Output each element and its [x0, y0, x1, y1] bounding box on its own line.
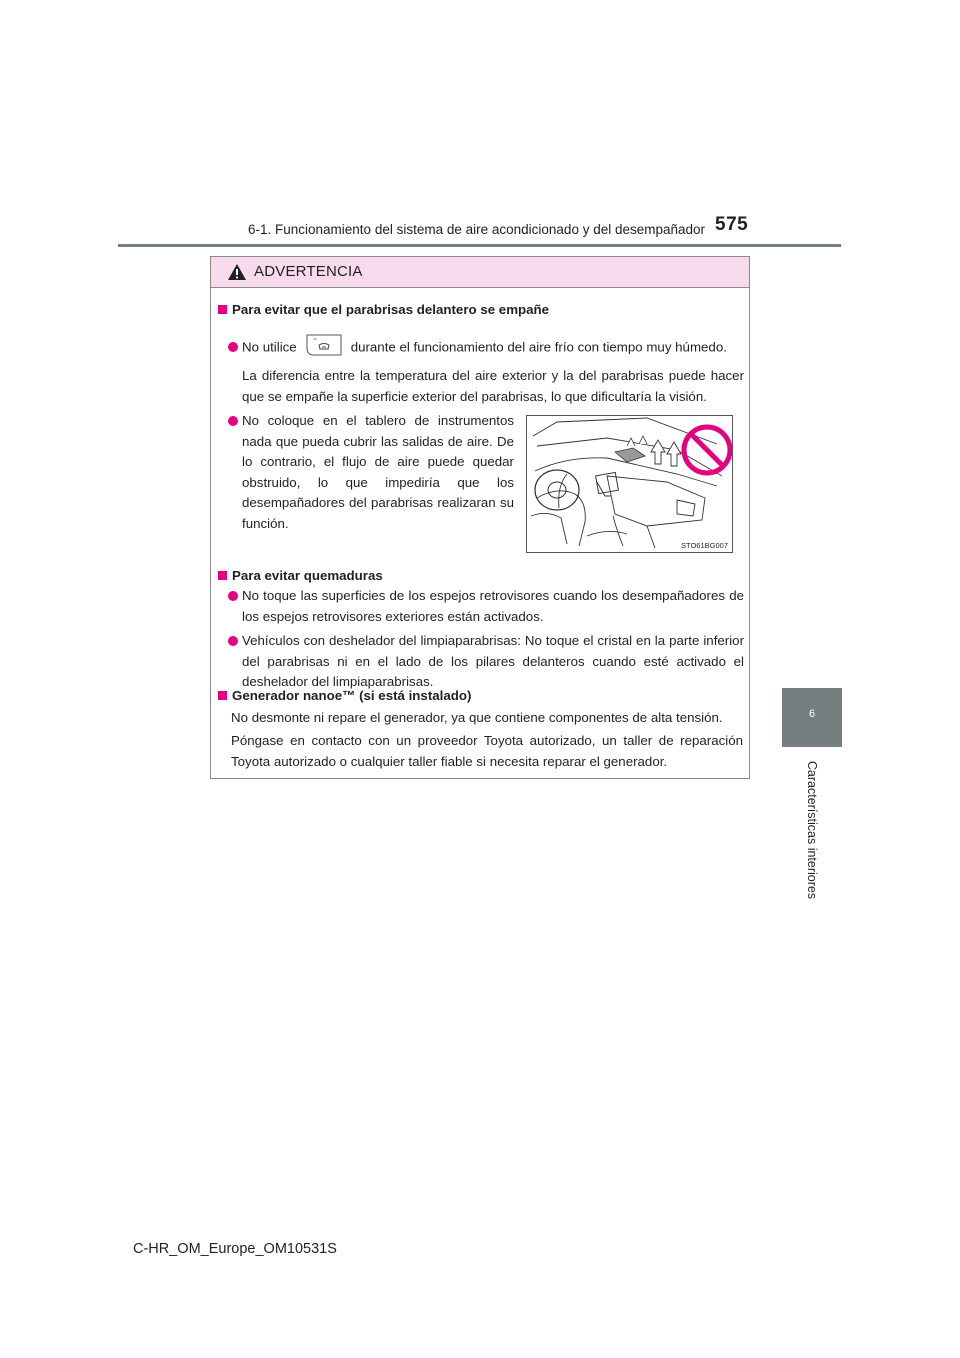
warning-header — [211, 257, 749, 288]
prohibition-sign-icon — [684, 427, 730, 473]
windshield-defogger-button-icon — [304, 331, 344, 359]
bullet-dot-icon — [228, 342, 238, 352]
nanoe-paragraph-2: Póngase en contacto con un proveedor Toyota autorizado, un taller de reparación Toyota autorizado o cualquier taller fiable si necesita reparar el generador. — [231, 733, 743, 769]
list-item-mirrors — [228, 586, 744, 627]
bullet-text: Vehículos con deshelador del limpiaparabrisas: No toque el cristal en la parte inferior del parabrisas ni en el lado de los pilares delanteros cuando esté activado el deshelador del limpiaparabrisas. — [242, 633, 744, 689]
figure-code: STO61BG007 — [681, 541, 728, 550]
warning-title: ADVERTENCIA — [254, 263, 363, 280]
section-heading-text: Generador nanoe™ (si está instalado) — [232, 688, 472, 703]
section-heading-nanoe — [218, 686, 738, 707]
warning-box — [210, 256, 750, 779]
section-heading-burns — [218, 566, 738, 587]
nanoe-paragraph-1: No desmonte ni repare el generador, ya que contiene componentes de alta tensión. — [231, 710, 723, 725]
chapter-tab — [782, 688, 842, 747]
section-square-icon — [218, 691, 227, 700]
bullet-dot-icon — [228, 416, 238, 426]
page-number: 575 — [715, 214, 749, 235]
bullet-text: No coloque en el tablero de instrumentos nada que pueda cubrir las salidas de aire. De lo contrario, el flujo de aire puede quedar obstruido, lo que impediría que los desempañadores del parabrisas realizaran su función. — [242, 413, 514, 531]
chapter-side-label: Características interiores — [805, 760, 819, 900]
bullet-dot-icon — [228, 591, 238, 601]
bullet-dot-icon — [228, 636, 238, 646]
section-heading-text: Para evitar quemaduras — [232, 568, 383, 583]
header-section-title: 6-1. Funcionamiento del sistema de aire acondicionado y del desempañador — [248, 222, 706, 237]
dashboard-drawing — [527, 416, 732, 552]
section-square-icon — [218, 305, 227, 314]
section-heading-text: Para evitar que el parabrisas delantero se empañe — [232, 302, 550, 317]
bullet-text-after: durante el funcionamiento del aire frío con tiempo muy húmedo. — [350, 339, 727, 355]
list-item-wiper-deicer — [228, 631, 744, 693]
fog-explanation: La diferencia entre la temperatura del aire exterior y la del parabrisas puede hacer que se empañe la superficie exterior del parabrisas, lo que dificultaría la visión. — [242, 368, 744, 404]
chapter-tab-number: 6 — [808, 708, 816, 720]
header-divider — [118, 244, 841, 247]
bullet-text-before: No utilice — [242, 339, 297, 355]
dashboard-illustration — [526, 415, 733, 553]
chapter-side-label-wrap — [804, 760, 820, 900]
warning-triangle-icon — [227, 263, 247, 281]
section-square-icon — [218, 571, 227, 580]
list-item-fog-button — [228, 337, 744, 359]
list-item-dashboard — [228, 411, 514, 534]
bullet-text: No toque las superficies de los espejos retrovisores cuando los desempañadores de los espejos retrovisores exteriores están activados. — [242, 588, 744, 624]
footer-model-code: C-HR_OM_Europe_OM10531S — [133, 1241, 337, 1257]
section-heading-fog — [218, 300, 738, 321]
